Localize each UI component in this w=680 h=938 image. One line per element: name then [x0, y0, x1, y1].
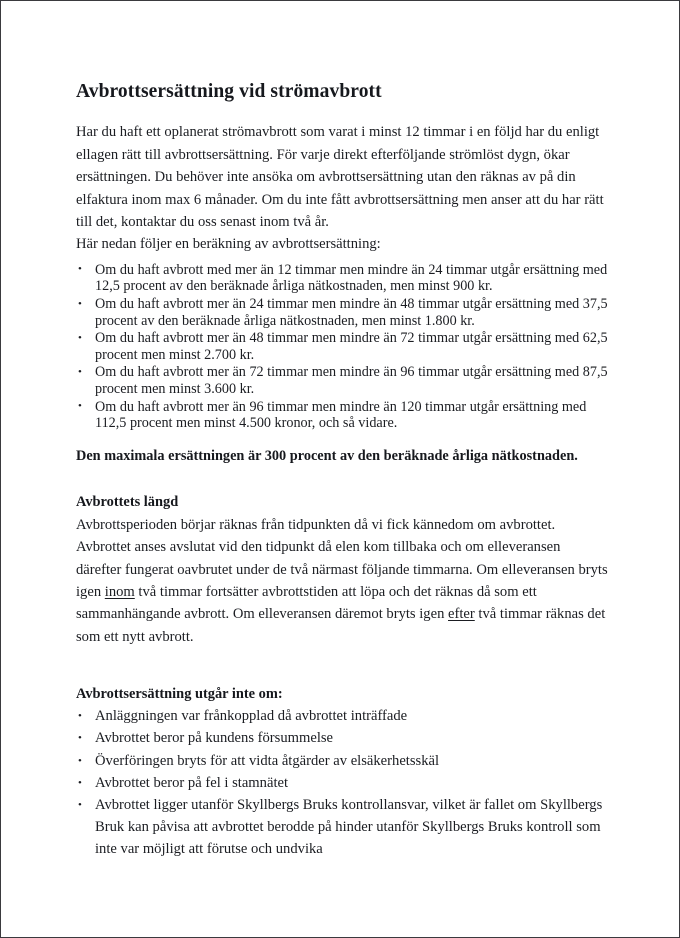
- document-content: [76, 81, 608, 861]
- list-lead-in-text: Här nedan följer en beräkning av avbrottsersättning:: [76, 236, 381, 253]
- section-heading-exclusions: Avbrottsersättning utgår inte om:: [76, 686, 283, 703]
- page-title: Avbrottsersättning vid strömavbrott: [76, 81, 382, 102]
- compensation-list: [76, 262, 608, 432]
- list-item: • Överföringen bryts för att vidta åtgärder av elsäkerhetsskäl: [76, 750, 608, 772]
- list-item: • Om du haft avbrott mer än 48 timmar men mindre än 72 timmar utgår ersättning med 62,5 procent men minst 2.700 kr.: [76, 330, 608, 363]
- list-item: • Avbrottet beror på kundens försummelse: [76, 727, 608, 749]
- duration-text-part-1: Avbrottsperioden börjar räknas från tidpunkten då vi fick kännedom om avbrottet. Avbrottet anses avslutat vid den tidpunkt då elen kom tillbaka och om elleveransen därefter fungerat oavbrutet under de två närmast följande timmarna. Om elleveransen bryts igen: [76, 516, 608, 601]
- underlined-term-efter: efter: [448, 606, 475, 623]
- list-item: • Om du haft avbrott mer än 96 timmar men mindre än 120 timmar utgår ersättning med 112,5 procent men minst 4.500 kronor, och så vidare.: [76, 399, 608, 432]
- duration-text-part-2: två timmar fortsätter avbrottstiden att löpa och det räknas då som ett sammanhängande avbrott. Om elleveransen däremot bryts igen: [76, 584, 537, 623]
- exclusion-list: [76, 705, 608, 860]
- list-item: • Avbrottet ligger utanför Skyllbergs Bruks kontrollansvar, vilket är fallet om Skyllbergs Bruk kan påvisa att avbrottet berodde på hinder utanför Skyllbergs Bruks kontroll som inte var möjligt att förutse och undvika: [76, 794, 608, 861]
- list-item: • Avbrottet beror på fel i stamnätet: [76, 772, 608, 794]
- duration-text-part-3: två timmar räknas det som ett nytt avbrott.: [76, 606, 606, 645]
- list-item: • Om du haft avbrott mer än 24 timmar men mindre än 48 timmar utgår ersättning med 37,5 procent av den beräknade årliga nätkostnaden, men minst 1.800 kr.: [76, 296, 608, 329]
- maximum-compensation-note: Den maximala ersättningen är 300 procent av den beräknade årliga nätkostnaden.: [76, 447, 578, 464]
- section-heading-duration: Avbrottets längd: [76, 493, 179, 510]
- list-item: • Anläggningen var frånkopplad då avbrottet inträffade: [76, 705, 608, 727]
- list-item: • Om du haft avbrott med mer än 12 timmar men mindre än 24 timmar utgår ersättning med 12,5 procent av den beräknade årliga nätkostnaden, men minst 900 kr.: [76, 262, 608, 295]
- underlined-term-inom: inom: [104, 584, 135, 601]
- intro-paragraph: Har du haft ett oplanerat strömavbrott som varat i minst 12 timmar i en följd har du enligt ellagen rätt till avbrottsersättning. För varje direkt efterföljande strömlöst dygn, ökar ersättningen. Du behöver inte ansöka om avbrottsersättning utan den räknas av på din elfaktura inom max 6 månader. Om du inte fått avbrottsersättning men anser att du har rätt till det, kontaktar du oss senast inom två år.: [76, 124, 604, 231]
- duration-section-text: [76, 514, 608, 648]
- list-item: • Om du haft avbrott mer än 72 timmar men mindre än 96 timmar utgår ersättning med 87,5 procent men minst 3.600 kr.: [76, 364, 608, 397]
